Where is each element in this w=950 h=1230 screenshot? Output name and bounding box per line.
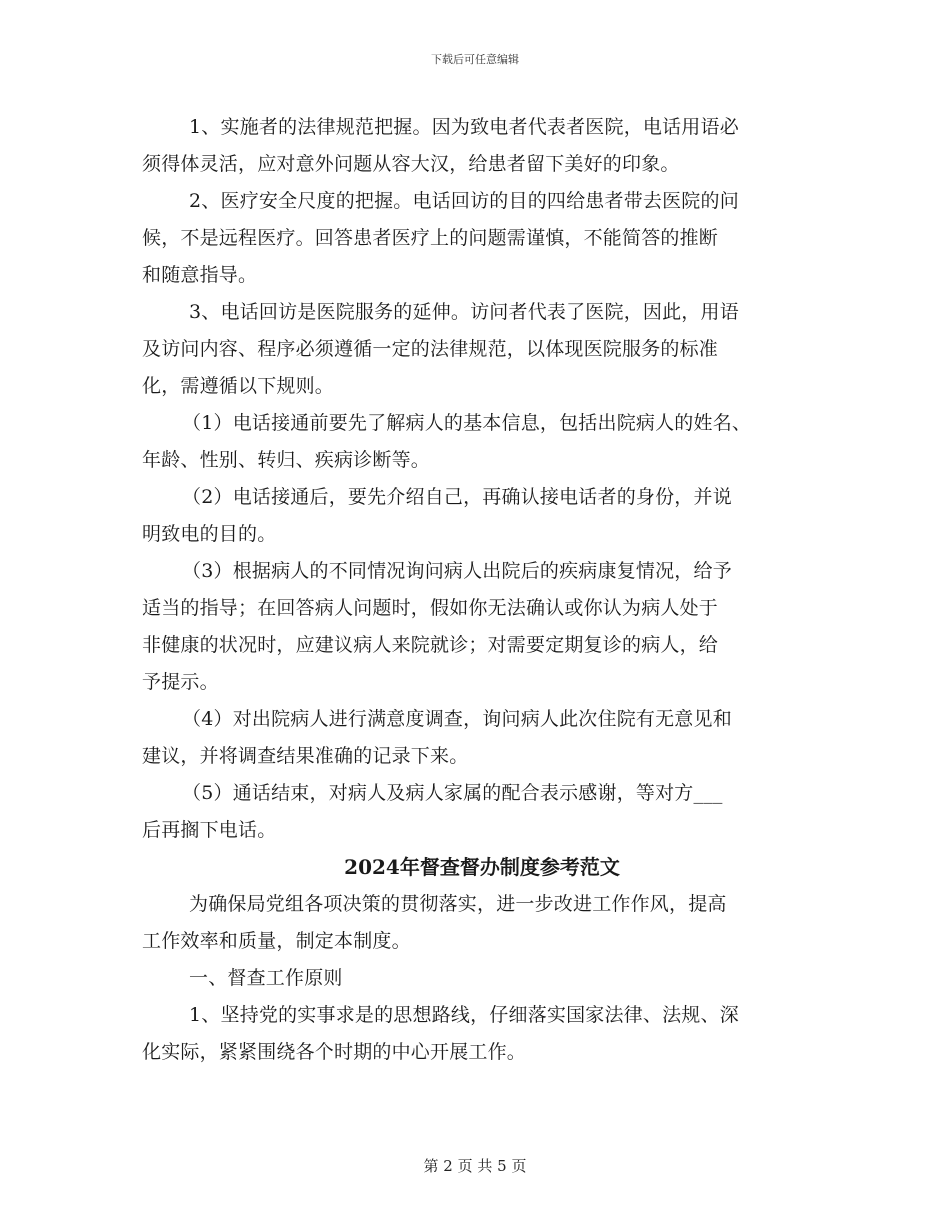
- paragraph-line: 2、医疗安全尺度的把握。电话回访的目的四给患者带去医院的问: [189, 190, 739, 212]
- section-heading: 一、督查工作原则: [189, 967, 343, 989]
- paragraph-line: （3）根据病人的不同情况询问病人出院后的疾病康复情况，给予: [182, 560, 732, 582]
- paragraph-line: 非健康的状况时，应建议病人来院就诊；对需要定期复诊的病人，给: [142, 634, 719, 656]
- paragraph-line: （4）对出院病人进行满意度调查，询问病人此次住院有无意见和: [182, 708, 732, 730]
- paragraph-line: 后再搁下电话。: [142, 819, 277, 841]
- paragraph-line: 化，需遵循以下规则。: [142, 375, 335, 397]
- paragraph-line: 1、坚持党的实事求是的思想路线，仔细落实国家法律、法规、深: [189, 1004, 739, 1026]
- page-footer: 第 2 页 共 5 页: [423, 1157, 527, 1175]
- paragraph-line: 1、实施者的法律规范把握。因为致电者代表者医院，电话用语必: [189, 116, 739, 138]
- paragraph-line: 建议，并将调查结果准确的记录下来。: [142, 745, 469, 767]
- paragraph-line: （2）电话接通后，要先介绍自己，再确认接电话者的身份，并说: [182, 486, 732, 508]
- paragraph-line: 为确保局党组各项决策的贯彻落实，进一步改进工作作风，提高: [189, 893, 727, 915]
- paragraph-line: 和随意指导。: [142, 264, 258, 286]
- section-title: 2024年督查督办制度参考范文: [344, 855, 620, 879]
- paragraph-line: 适当的指导；在回答病人问题时，假如你无法确认或你认为病人处于: [142, 597, 719, 619]
- paragraph-line: 明致电的目的。: [142, 523, 277, 545]
- paragraph-line: （1）电话接通前要先了解病人的基本信息，包括出院病人的姓名、: [182, 412, 752, 434]
- paragraph-line: （5）通话结束，对病人及病人家属的配合表示感谢，等对方___: [182, 782, 723, 804]
- paragraph-line: 3、电话回访是医院服务的延伸。访问者代表了医院，因此，用语: [189, 301, 739, 323]
- paragraph-line: 须得体灵活，应对意外问题从容大汉，给患者留下美好的印象。: [142, 153, 680, 175]
- document-body: [142, 113, 822, 1075]
- paragraph-line: 及访问内容、程序必须遵循一定的法律规范，以体现医院服务的标准: [142, 338, 719, 360]
- page-header: 下载后可任意编辑: [431, 53, 519, 66]
- paragraph-line: 化实际，紧紧围绕各个时期的中心开展工作。: [142, 1041, 527, 1063]
- paragraph-line: 年龄、性别、转归、疾病诊断等。: [142, 449, 431, 471]
- paragraph-line: 工作效率和质量，制定本制度。: [142, 930, 411, 952]
- paragraph-line: 候，不是远程医疗。回答患者医疗上的问题需谨慎，不能简答的推断: [142, 227, 719, 249]
- paragraph-line: 予提示。: [142, 671, 219, 693]
